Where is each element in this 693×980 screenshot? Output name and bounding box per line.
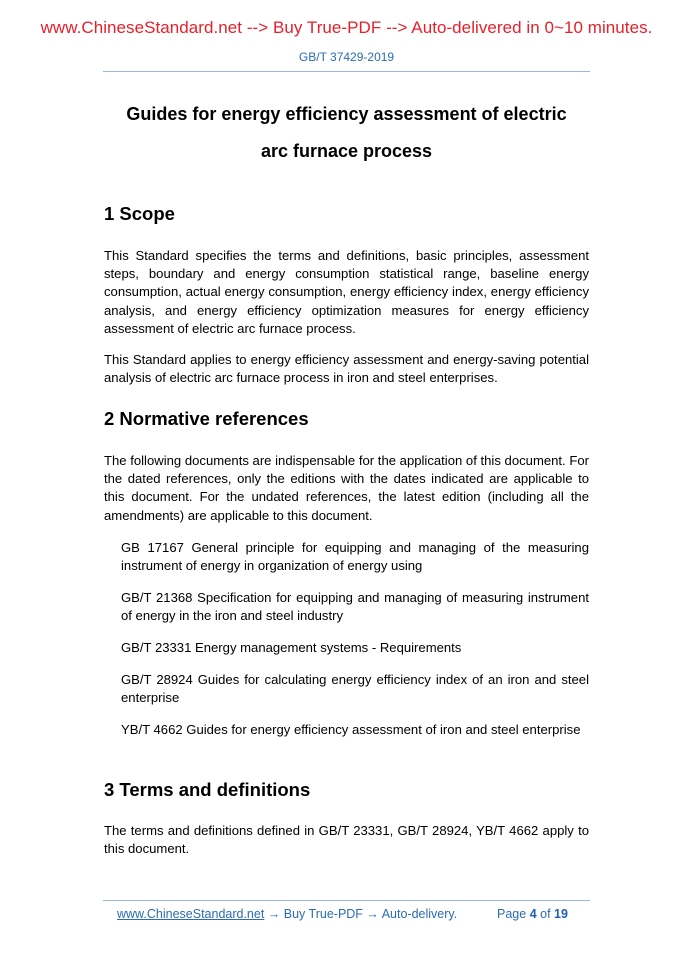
section-heading-terms: 3 Terms and definitions [104,779,311,800]
scope-paragraph-2: This Standard applies to energy efficiency assessment and energy-saving potential analysis of electric arc furnace process in iron and steel enterprises. [104,352,589,386]
page-label: Page [497,907,527,921]
reference-item: GB/T 28924 Guides for calculating energy efficiency index of an iron and steel enterprise [121,672,589,706]
scope-paragraph-1: This Standard specifies the terms and definitions, basic principles, assessment steps, boundary and energy consumption statistical range, baseline energy consumption, actual energy consumption, energy efficiency index, energy efficiency analysis, and energy efficiency optimization measures for energy efficiency assessment of electric arc furnace process. [104,248,589,336]
standard-code-header: GB/T 37429-2019 [298,50,395,64]
header-divider [103,71,590,72]
section-heading-scope: 1 Scope [104,203,175,224]
terms-paragraph: The terms and definitions defined in GB/T 23331, GB/T 28924, YB/T 4662 apply to this document. [104,823,589,857]
title-line-2: arc furnace process [260,141,433,161]
document-title [103,96,590,170]
footer-site-link[interactable]: www.ChineseStandard.net [117,907,265,921]
section-heading-normative: 2 Normative references [104,408,309,429]
title-line-1: Guides for energy efficiency assessment of electric [126,104,567,124]
reference-item: GB 17167 General principle for equipping and managing of the measuring instrument of energy in organization of energy using [121,540,589,574]
footer-text: → Buy True-PDF → Auto-delivery. [264,907,458,921]
footer-divider [103,900,590,901]
page-indicator [497,907,568,921]
reference-item: GB/T 23331 Energy management systems - Requirements [121,640,462,655]
top-banner: www.ChineseStandard.net --> Buy True-PDF --> Auto-delivered in 0~10 minutes. [40,18,653,37]
reference-item: YB/T 4662 Guides for energy efficiency assessment of iron and steel enterprise [121,722,581,737]
reference-item: GB/T 21368 Specification for equipping and managing of measuring instrument of energy in the iron and steel industry [121,590,589,624]
total-pages: 19 [554,907,568,921]
current-page: 4 [529,907,537,921]
page-footer [117,907,587,921]
normative-intro: The following documents are indispensable for the application of this document. For the dated references, only the editions with the dates indicated are applicable to this document. For the undated references, the latest edition (including all the amendments) are applicable to this document. [104,453,589,523]
of-label: of [540,907,551,921]
